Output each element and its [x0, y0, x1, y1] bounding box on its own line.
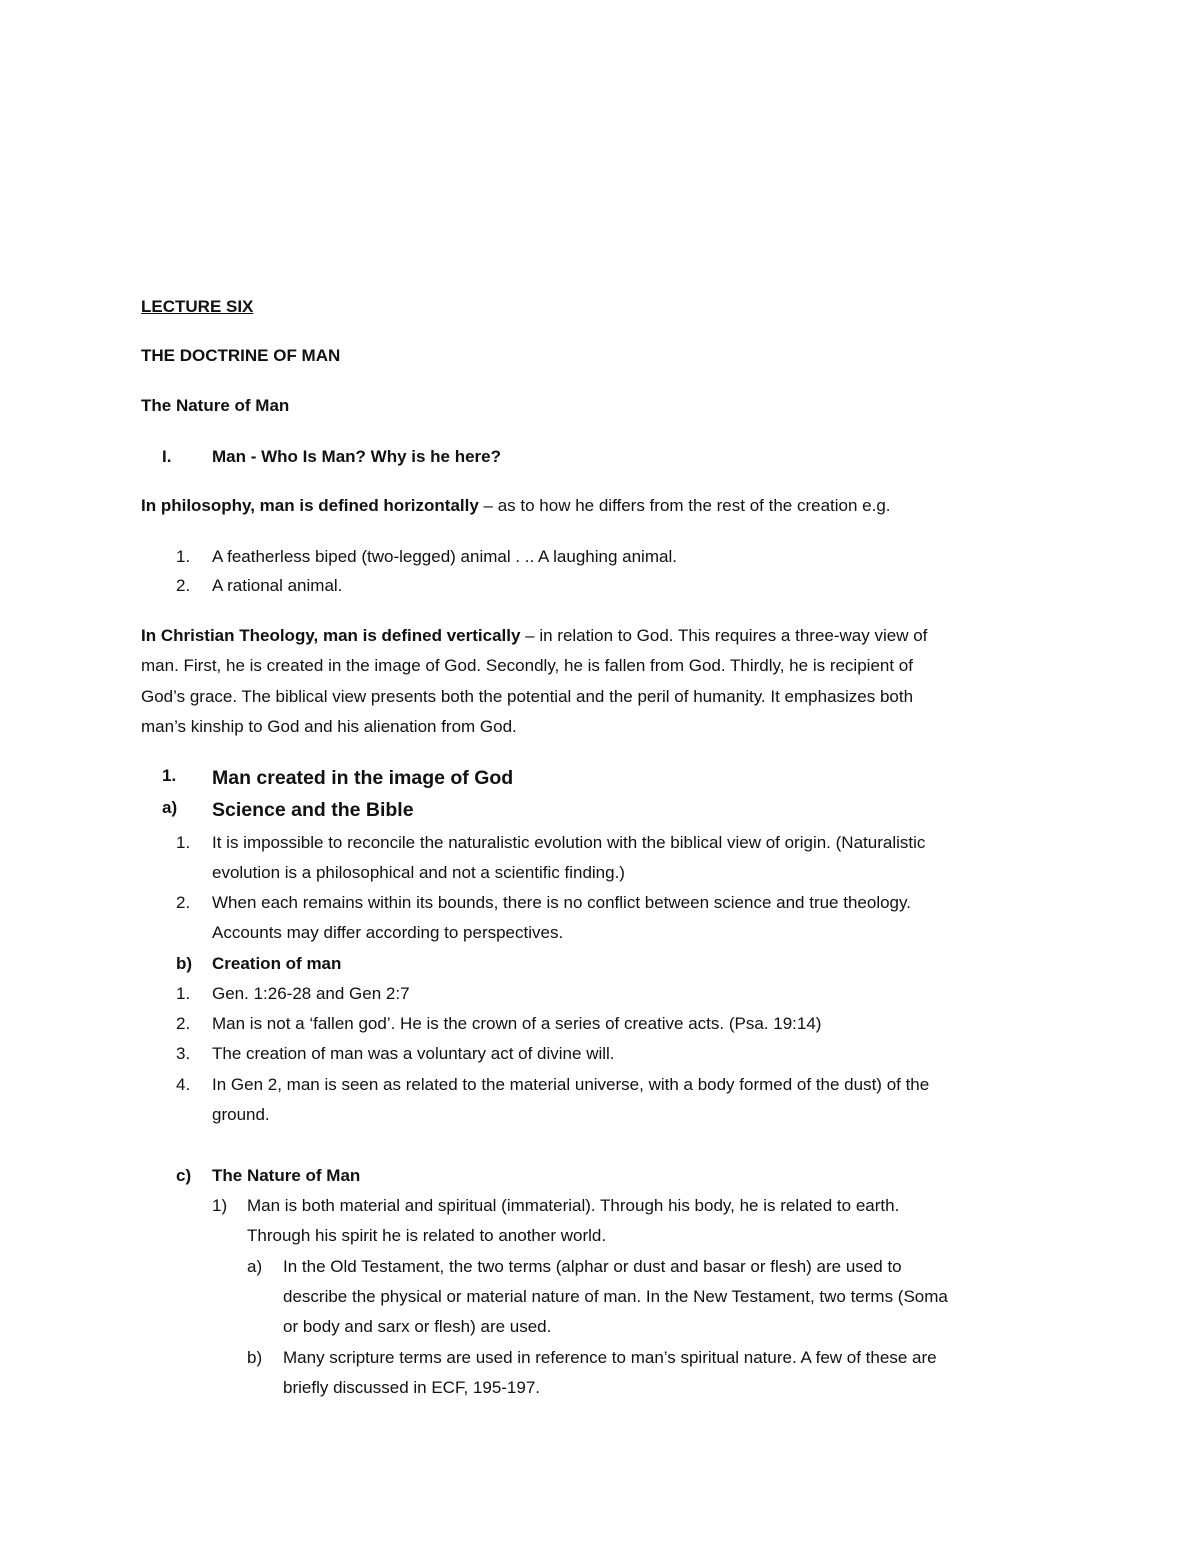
list-item: Many scripture terms are used in reference to man’s spiritual nature. A few of these are	[283, 1348, 937, 1367]
list-item: briefly discussed in ECF, 195-197.	[283, 1378, 541, 1397]
list-item: In the Old Testament, the two terms (alphar or dust and basar or flesh) are used to	[283, 1257, 902, 1276]
list-marker: 1.	[176, 833, 191, 852]
list-item: The creation of man was a voluntary act of divine will.	[212, 1044, 615, 1063]
philosophy-paragraph	[141, 495, 891, 517]
list-marker: 1.	[176, 984, 191, 1003]
theology-line-1	[141, 625, 927, 647]
list-item: ground.	[212, 1105, 270, 1124]
list-marker: 3.	[176, 1044, 191, 1063]
list-item: Through his spirit he is related to another world.	[247, 1226, 607, 1245]
list-marker: a)	[247, 1257, 263, 1276]
lecture-title: LECTURE SIX	[141, 297, 254, 316]
heading-marker: c)	[176, 1166, 192, 1185]
list-item: describe the physical or material nature of man. In the New Testament, two terms (Soma	[283, 1287, 948, 1306]
nature-title: The Nature of Man	[141, 396, 290, 415]
list-item: evolution is a philosophical and not a scientific finding.)	[212, 863, 625, 882]
list-marker: 4.	[176, 1075, 191, 1094]
philosophy-bold: In philosophy, man is defined horizontally	[141, 496, 479, 515]
list-item: Man is not a ‘fallen god’. He is the crown of a series of creative acts. (Psa. 19:14)	[212, 1014, 822, 1033]
heading-nature-of-man: The Nature of Man	[212, 1166, 361, 1185]
heading-science-bible: Science and the Bible	[212, 799, 414, 821]
doctrine-title: THE DOCTRINE OF MAN	[141, 346, 341, 365]
theology-line-3: God’s grace. The biblical view presents both the potential and the peril of humanity. It emphasizes both	[141, 687, 914, 706]
list-item: A rational animal.	[212, 576, 343, 595]
philosophy-rest: – as to how he differs from the rest of the creation e.g.	[478, 496, 891, 515]
list-item: Accounts may differ according to perspectives.	[212, 923, 564, 942]
list-item: or body and sarx or flesh) are used.	[283, 1317, 552, 1336]
heading-marker: a)	[162, 798, 178, 817]
heading-image-of-god: Man created in the image of God	[212, 767, 514, 789]
list-marker: 1)	[212, 1196, 228, 1215]
section-heading: Man - Who Is Man? Why is he here?	[212, 447, 502, 466]
list-item: In Gen 2, man is seen as related to the material universe, with a body formed of the dust) of the	[212, 1075, 930, 1094]
list-marker: 2.	[176, 893, 191, 912]
theology-bold: In Christian Theology, man is defined vertically	[141, 626, 521, 645]
heading-creation-of-man: Creation of man	[212, 954, 342, 973]
theology-line-2: man. First, he is created in the image of God. Secondly, he is fallen from God. Thirdly, he is recipient of	[141, 656, 913, 675]
theology-line-4: man’s kinship to God and his alienation from God.	[141, 717, 517, 736]
heading-marker: b)	[176, 954, 193, 973]
list-item: A featherless biped (two-legged) animal . .. A laughing animal.	[212, 547, 677, 566]
section-marker: I.	[162, 447, 172, 466]
theology-rest: – in relation to God. This requires a three-way view of	[520, 626, 928, 645]
list-marker: 1.	[176, 547, 191, 566]
list-item: Gen. 1:26-28 and Gen 2:7	[212, 984, 410, 1003]
list-marker: b)	[247, 1348, 263, 1367]
list-marker: 2.	[176, 1014, 191, 1033]
list-item: When each remains within its bounds, there is no conflict between science and true theology.	[212, 893, 911, 912]
list-marker: 2.	[176, 576, 191, 595]
heading-marker: 1.	[162, 766, 177, 785]
list-item: Man is both material and spiritual (immaterial). Through his body, he is related to earth.	[247, 1196, 900, 1215]
list-item: It is impossible to reconcile the naturalistic evolution with the biblical view of origin. (Naturalistic	[212, 833, 926, 852]
